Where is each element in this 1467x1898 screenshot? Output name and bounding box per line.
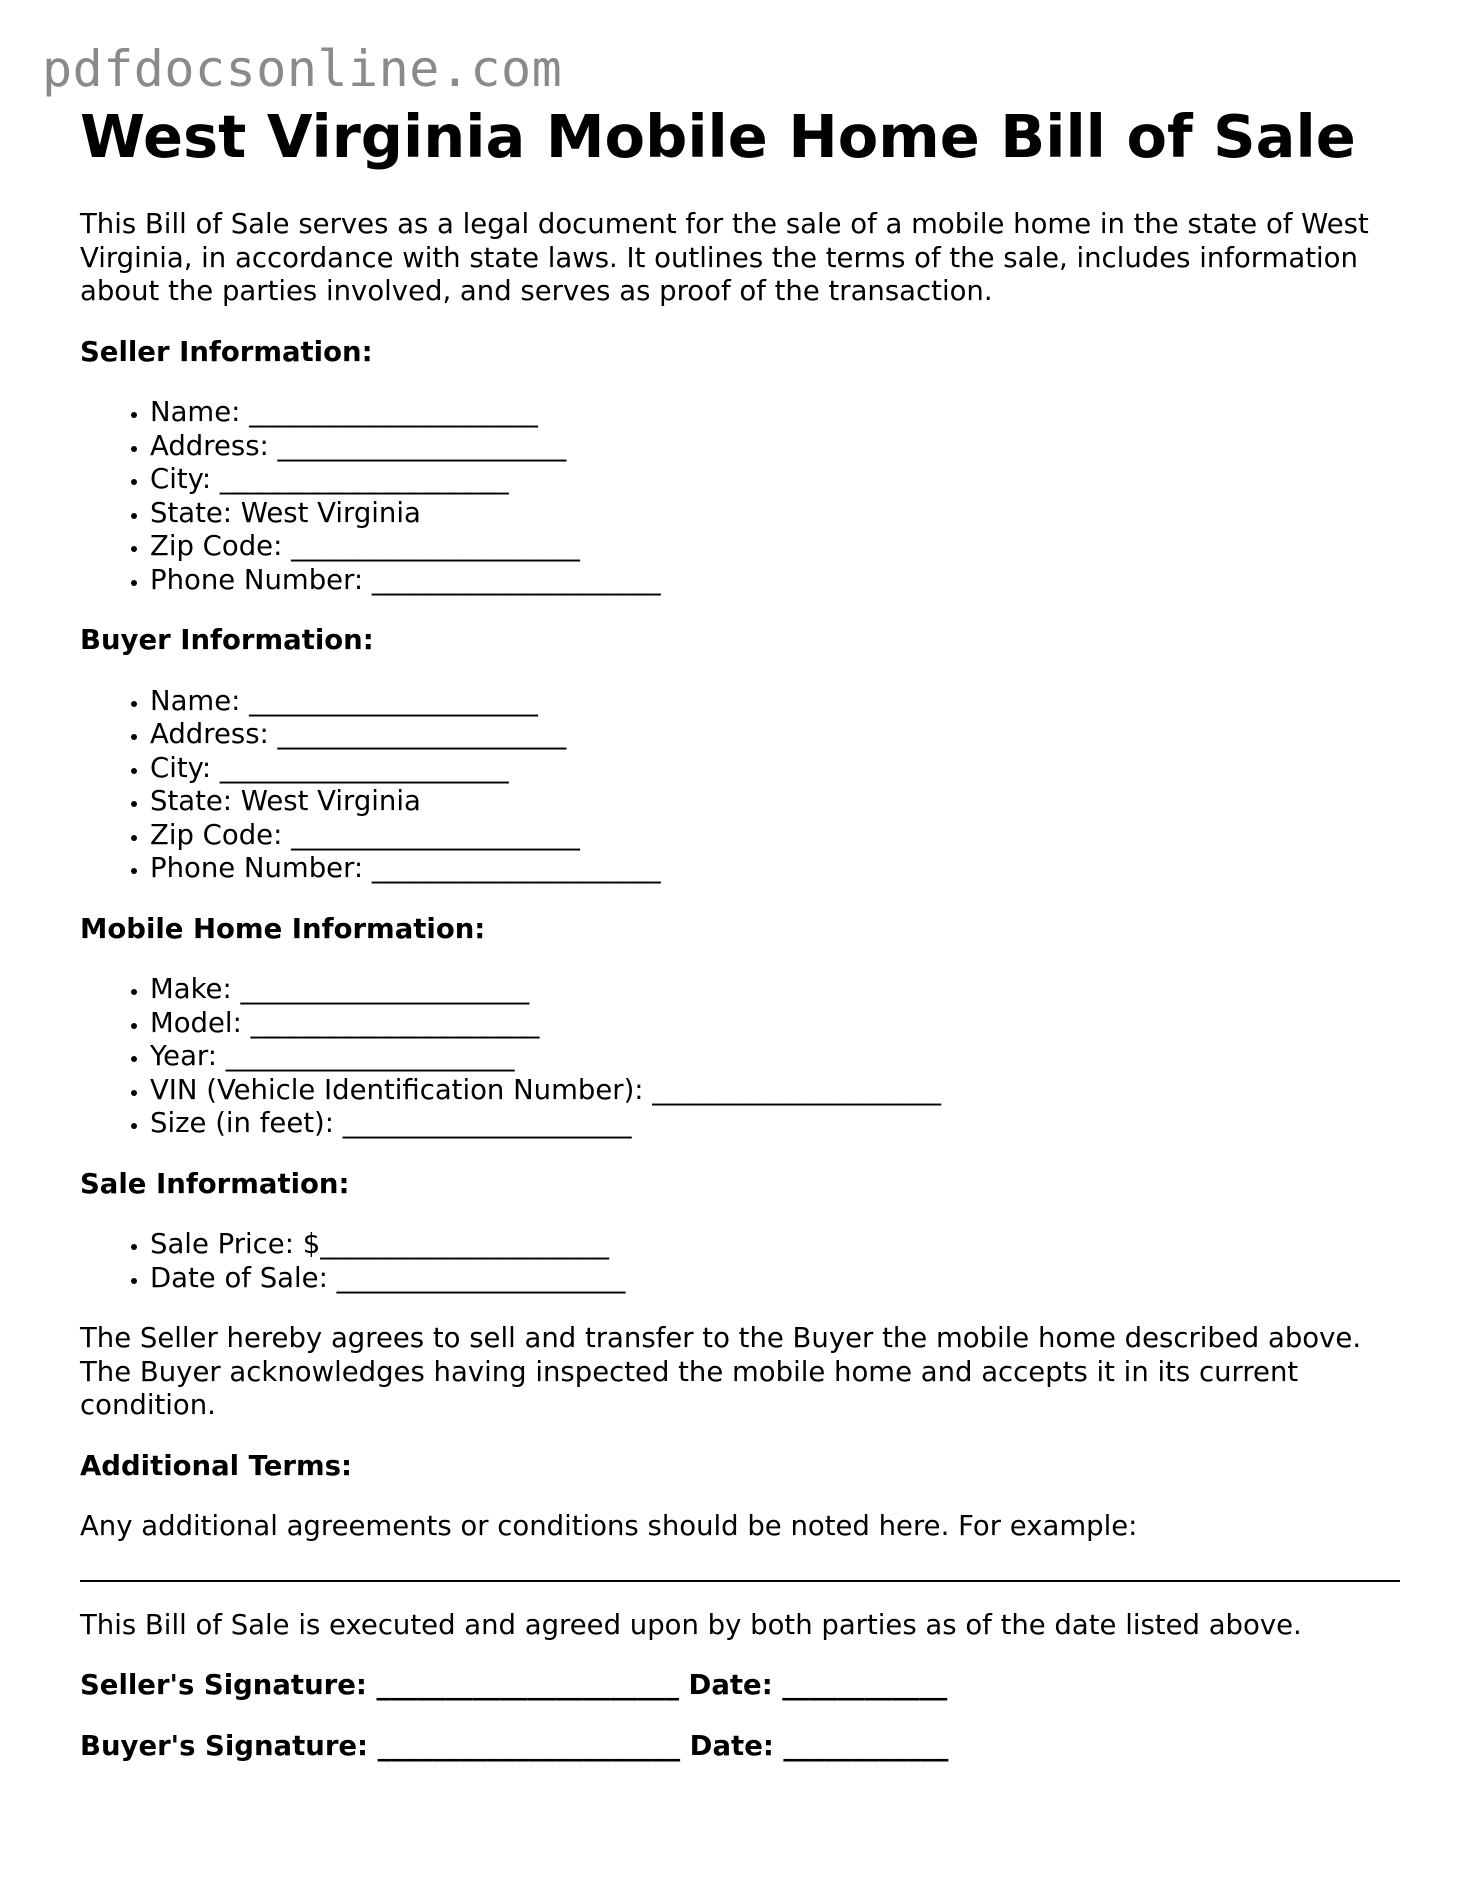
- seller-phone-field[interactable]: • Phone Number: _____________________: [150, 564, 1410, 598]
- buyer-list: [80, 685, 1410, 886]
- buyer-state-field: • State: West Virginia: [150, 785, 1410, 819]
- page-title: West Virginia Mobile Home Bill of Sale: [80, 102, 1356, 171]
- year-field[interactable]: • Year: _____________________: [150, 1040, 1410, 1074]
- seller-address-field[interactable]: • Address: _____________________: [150, 430, 1410, 464]
- seller-state-field: • State: West Virginia: [150, 497, 1410, 531]
- buyer-name-field[interactable]: • Name: _____________________: [150, 685, 1410, 719]
- additional-terms-line[interactable]: [80, 1580, 1400, 1582]
- model-field[interactable]: • Model: _____________________: [150, 1007, 1410, 1041]
- buyer-heading: Buyer Information:: [80, 624, 374, 656]
- buyer-city-field[interactable]: • City: _____________________: [150, 752, 1410, 786]
- vin-field[interactable]: • VIN (Vehicle Identification Number): _____________________: [150, 1074, 1410, 1108]
- mobile-home-list: [80, 973, 1410, 1141]
- additional-terms-text: Any additional agreements or conditions should be noted here. For example:: [80, 1510, 1138, 1542]
- sale-price-field[interactable]: • Sale Price: $_____________________: [150, 1228, 1410, 1262]
- seller-zip-field[interactable]: • Zip Code: _____________________: [150, 530, 1410, 564]
- additional-terms-heading: Additional Terms:: [80, 1449, 353, 1482]
- executed-paragraph: This Bill of Sale is executed and agreed upon by both parties as of the date listed above.: [80, 1608, 1302, 1641]
- sale-date-field[interactable]: • Date of Sale: _____________________: [150, 1262, 1410, 1296]
- mobile-home-heading: Mobile Home Information:: [80, 912, 486, 945]
- seller-signature-line[interactable]: Seller's Signature: ______________________ Date: ____________: [80, 1669, 948, 1701]
- watermark: pdfdocsonline.com: [42, 40, 563, 98]
- buyer-zip-field[interactable]: • Zip Code: _____________________: [150, 819, 1410, 853]
- agreement-paragraph: The Seller hereby agrees to sell and transfer to the Buyer the mobile home described above. The Buyer acknowledges having inspected the mobile home and accepts it in its current condition.: [80, 1322, 1362, 1421]
- sale-heading: Sale Information:: [80, 1167, 350, 1200]
- size-field[interactable]: • Size (in feet): _____________________: [150, 1107, 1410, 1141]
- intro-paragraph: This Bill of Sale serves as a legal document for the sale of a mobile home in the state of West Virginia, in accordance with state laws. It outlines the terms of the sale, includes information about the parties involved, and serves as proof of the transaction.: [80, 208, 1369, 307]
- seller-city-field[interactable]: • City: _____________________: [150, 463, 1410, 497]
- sale-list: [80, 1228, 1410, 1295]
- seller-name-field[interactable]: • Name: _____________________: [150, 396, 1410, 430]
- buyer-phone-field[interactable]: • Phone Number: _____________________: [150, 852, 1410, 886]
- make-field[interactable]: • Make: _____________________: [150, 973, 1410, 1007]
- seller-list: [80, 396, 1410, 597]
- document: [80, 103, 1410, 1763]
- buyer-signature-line[interactable]: Buyer's Signature: ______________________ Date: ____________: [80, 1729, 949, 1762]
- buyer-address-field[interactable]: • Address: _____________________: [150, 718, 1410, 752]
- seller-heading: Seller Information:: [80, 335, 373, 368]
